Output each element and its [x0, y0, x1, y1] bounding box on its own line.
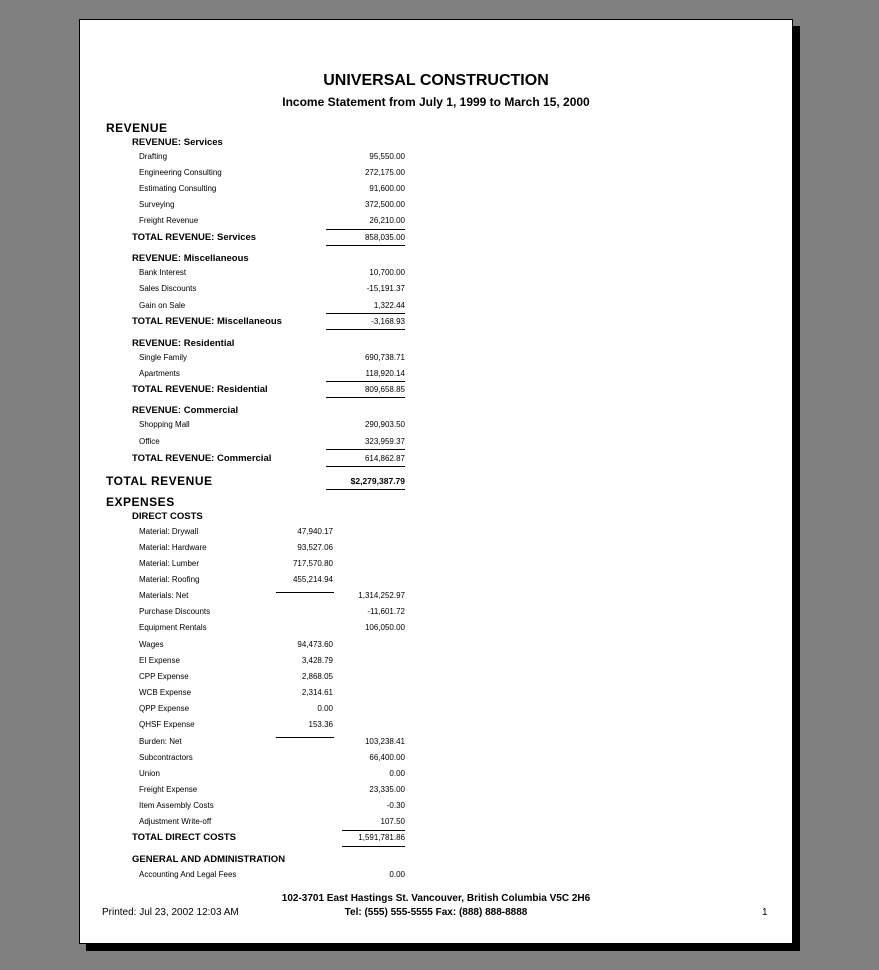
line-item-label: Accounting And Legal Fees	[139, 870, 237, 879]
line-item-label: Adjustment Write-off	[139, 817, 212, 826]
line-item-label: Bank Interest	[139, 268, 187, 277]
line-item-amount: 95,550.00	[369, 152, 405, 161]
direct-costs-total-amount: 1,591,781.86	[358, 833, 405, 842]
group-title: REVENUE: Commercial	[132, 405, 239, 416]
page-number: 1	[762, 907, 768, 918]
group-total-amount: -3,168.93	[371, 317, 405, 326]
total-rule	[326, 466, 405, 467]
line-item-amount: 103,238.41	[364, 737, 405, 746]
line-item-amount: 372,500.00	[364, 200, 405, 209]
line-item-label: Office	[139, 437, 160, 446]
line-item-label: QHSF Expense	[139, 720, 195, 729]
line-item-amount: 272,175.00	[364, 168, 405, 177]
total-rule	[326, 329, 405, 330]
line-item-amount: -11,601.72	[367, 607, 405, 616]
line-item-amount: 106,050.00	[364, 623, 405, 632]
company-name: UNIVERSAL CONSTRUCTION	[323, 72, 549, 89]
total-revenue-amount: $2,279,387.79	[350, 476, 405, 486]
line-item-label: Freight Expense	[139, 785, 198, 794]
line-item-amount: 93,527.06	[297, 543, 333, 552]
line-item-amount: 2,868.05	[301, 672, 333, 681]
line-item-label: Apartments	[139, 369, 180, 378]
line-item-amount: 26,210.00	[369, 216, 405, 225]
line-item-amount: 91,600.00	[369, 184, 405, 193]
line-item-label: Materials: Net	[139, 591, 189, 600]
total-revenue-label: TOTAL REVENUE	[106, 474, 213, 488]
line-item-label: Union	[139, 769, 160, 778]
total-rule	[342, 846, 405, 847]
line-item-amount: 23,335.00	[369, 785, 405, 794]
subtotal-rule	[326, 313, 405, 314]
line-item-amount: 0.00	[389, 769, 405, 778]
line-item-label: Gain on Sale	[139, 301, 186, 310]
line-item-label: WCB Expense	[139, 688, 192, 697]
line-item-label: EI Expense	[139, 656, 180, 665]
total-rule	[326, 489, 405, 490]
line-item-amount: -15,191.37	[366, 284, 405, 293]
line-item-label: Sales Discounts	[139, 284, 197, 293]
group-total-label: TOTAL REVENUE: Residential	[132, 384, 268, 395]
group-total-label: TOTAL REVENUE: Commercial	[132, 453, 272, 464]
footer-address: 102-3701 East Hastings St. Vancouver, British Columbia V5C 2H6	[281, 893, 591, 904]
line-item-amount: 1,322.44	[373, 301, 405, 310]
subtotal-rule	[326, 381, 405, 382]
line-item-label: Surveying	[139, 200, 175, 209]
line-item-label: Single Family	[139, 353, 188, 362]
group-total-amount: 858,035.00	[364, 233, 405, 242]
line-item-amount: 690,738.71	[364, 353, 405, 362]
group-total-amount: 614,862.87	[364, 454, 405, 463]
group-title: REVENUE: Services	[132, 137, 223, 148]
line-item-amount: 94,473.60	[297, 640, 333, 649]
expenses-heading: EXPENSES	[106, 495, 175, 509]
subtotal-rule	[342, 830, 405, 831]
line-item-amount: 1,314,252.97	[358, 591, 405, 600]
line-item-amount: 3,428.79	[301, 656, 333, 665]
line-item-amount: 10,700.00	[369, 268, 405, 277]
printed-date: Printed: Jul 23, 2002 12:03 AM	[102, 907, 239, 918]
line-item-label: Subcontractors	[139, 753, 193, 762]
group-total-amount: 809,658.85	[364, 385, 405, 394]
line-item-amount: 2,314.61	[301, 688, 333, 697]
group-title: REVENUE: Residential	[132, 338, 235, 349]
group-total-label: TOTAL REVENUE: Miscellaneous	[132, 317, 282, 327]
line-item-label: Material: Roofing	[139, 575, 200, 584]
line-item-label: Material: Lumber	[139, 559, 200, 568]
line-item-label: Estimating Consulting	[139, 184, 217, 193]
line-item-amount: 107.50	[380, 817, 405, 826]
line-item-label: Material: Hardware	[139, 543, 207, 552]
report-subtitle: Income Statement from July 1, 1999 to March 15, 2000	[282, 95, 590, 109]
line-item-label: Shopping Mall	[139, 420, 190, 429]
line-item-amount: 0.00	[317, 704, 333, 713]
line-item-amount: 323,959.37	[364, 437, 405, 446]
line-item-label: Burden: Net	[139, 737, 182, 746]
line-item-amount: 290,903.50	[364, 420, 405, 429]
line-item-label: Wages	[139, 640, 164, 649]
direct-costs-title: DIRECT COSTS	[132, 511, 203, 522]
line-item-amount: 717,570.80	[292, 559, 333, 568]
total-rule	[326, 397, 405, 398]
line-item-label: Equipment Rentals	[139, 623, 207, 632]
line-item-label: Material: Drywall	[139, 527, 199, 536]
subtotal-rule	[326, 229, 405, 230]
line-item-label: QPP Expense	[139, 704, 190, 713]
line-item-amount: -0.30	[386, 801, 405, 810]
line-item-label: Engineering Consulting	[139, 168, 222, 177]
report-page	[79, 19, 793, 944]
group-total-label: TOTAL REVENUE: Services	[132, 232, 257, 243]
total-rule	[326, 245, 405, 246]
line-item-amount: 118,920.14	[365, 369, 405, 378]
ga-title: GENERAL AND ADMINISTRATION	[132, 854, 286, 865]
line-item-label: Purchase Discounts	[139, 607, 211, 616]
line-item-amount: 0.00	[389, 870, 405, 879]
direct-costs-total-label: TOTAL DIRECT COSTS	[132, 832, 236, 843]
line-item-label: Freight Revenue	[139, 216, 199, 225]
line-item-amount: 66,400.00	[369, 753, 405, 762]
line-item-amount: 153.36	[308, 720, 333, 729]
line-item-amount: 47,940.17	[297, 527, 333, 536]
line-item-label: Item Assembly Costs	[139, 801, 214, 810]
line-item-label: Drafting	[139, 152, 168, 161]
group-title: REVENUE: Miscellaneous	[132, 253, 249, 264]
revenue-heading: REVENUE	[106, 121, 168, 135]
line-item-label: CPP Expense	[139, 672, 189, 681]
line-item-amount: 455,214.94	[292, 575, 333, 584]
subtotal-rule	[326, 449, 405, 450]
footer-contact: Tel: (555) 555-5555 Fax: (888) 888-8888	[344, 907, 528, 918]
